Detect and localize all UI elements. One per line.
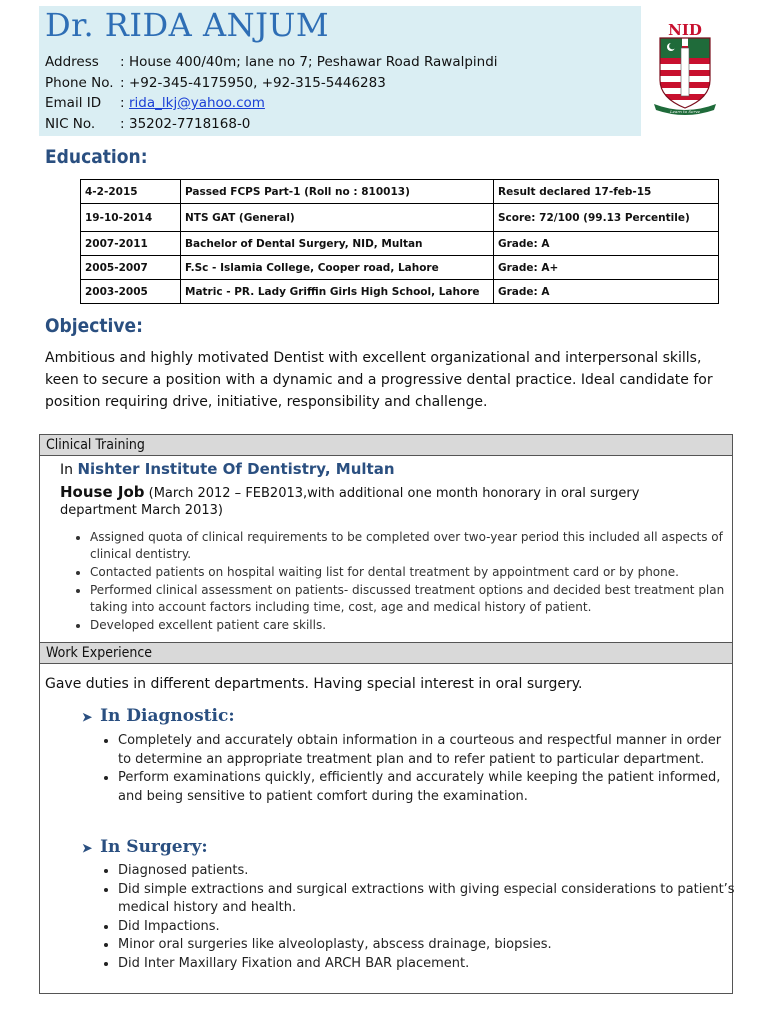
diagnostic-title: In Diagnostic:: [100, 706, 235, 726]
list-item: • Did simple extractions and surgical extractions with giving especial considerations to patient’s medical history and health.: [118, 881, 738, 918]
table-row: [81, 280, 719, 304]
institute-line: [60, 460, 395, 478]
edu-result: Score: 72/100 (99.13 Percentile): [494, 204, 719, 232]
table-row: [81, 204, 719, 232]
contact-email: [45, 93, 498, 114]
list-item: • Contacted patients on hospital waiting list for dental treatment by appointment card or by phone.: [90, 564, 750, 581]
surgery-bullets: [100, 862, 738, 973]
contact-sep: :: [120, 54, 125, 70]
contact-block: [45, 52, 498, 134]
list-item: • Completely and accurately obtain information in a courteous and respectful manner in order to determine an appropriate treatment plan and to refer patient to particular department.: [118, 732, 738, 769]
house-job-line: [60, 484, 720, 519]
nid-crest-logo: [648, 18, 722, 118]
contact-label: Email ID: [45, 95, 102, 111]
clinical-training-bar: Clinical Training: [40, 434, 732, 456]
surgery-heading: [82, 837, 208, 857]
edu-date: 2005-2007: [81, 256, 181, 280]
list-item: • Assigned quota of clinical requirements to be completed over two-year period this included all aspects of clinical dentistry.: [90, 529, 750, 563]
objective-text: Ambitious and highly motivated Dentist with excellent organizational and interpersonal skills, keen to secure a position with a dynamic and a progressive dental practice. Ideal candidate for position requiring drive, initiative, responsibility and challenge.: [45, 350, 713, 410]
edu-detail: NTS GAT (General): [181, 204, 494, 232]
contact-sep: :: [120, 74, 125, 91]
edu-detail: Bachelor of Dental Surgery, NID, Multan: [181, 232, 494, 256]
education-table: [80, 179, 719, 304]
list-item: • Developed excellent patient care skills.: [90, 617, 750, 634]
edu-detail: Passed FCPS Part-1 (Roll no : 810013): [181, 180, 494, 204]
institute-name: Nishter Institute Of Dentistry, Multan: [77, 460, 395, 478]
edu-detail: Matric - PR. Lady Griffin Girls High School, Lahore: [181, 280, 494, 304]
table-row: [81, 232, 719, 256]
contact-address: [45, 52, 498, 73]
list-item: • Did Impactions.: [118, 918, 738, 937]
edu-date: 2007-2011: [81, 232, 181, 256]
contact-sep: :: [120, 115, 125, 132]
list-item: • Diagnosed patients.: [118, 862, 738, 881]
contact-phone: [45, 73, 498, 94]
email-link[interactable]: rida_lkj@yahoo.com: [129, 95, 265, 111]
contact-label: Address: [45, 54, 99, 70]
contact-label: NIC No.: [45, 115, 96, 132]
logo-text: NID: [668, 21, 702, 39]
education-heading: Education:: [45, 146, 148, 168]
list-item: • Did Inter Maxillary Fixation and ARCH BAR placement.: [118, 955, 738, 974]
house-job-detail: (March 2012 – FEB2013,with additional one month honorary in oral surgery department March 2013): [60, 486, 640, 518]
contact-nic: [45, 114, 498, 135]
clinical-bullets: [60, 529, 750, 635]
edu-detail: F.Sc - Islamia College, Cooper road, Lahore: [181, 256, 494, 280]
list-item: • Performed clinical assessment on patients- discussed treatment options and decided best treatment plan taking into account factors including time, cost, age and medical history of patient.: [90, 582, 750, 616]
edu-date: 4-2-2015: [81, 180, 181, 204]
list-item: • Minor oral surgeries like alveoloplasty, abscess drainage, biopsies.: [118, 936, 738, 955]
objective-heading: Objective:: [45, 315, 143, 337]
work-intro: Gave duties in different departments. Having special interest in oral surgery.: [45, 676, 583, 692]
edu-result: Grade: A: [494, 280, 719, 304]
list-item: • Perform examinations quickly, efficiently and accurately while keeping the patient informed, and being sensitive to patient comfort during the examination.: [118, 769, 738, 806]
edu-date: 2003-2005: [81, 280, 181, 304]
contact-sep: :: [120, 95, 125, 111]
table-row: [81, 256, 719, 280]
contact-label: Phone No.: [45, 74, 114, 91]
contact-value: House 400/40m; lane no 7; Peshawar Road Rawalpindi: [129, 54, 498, 70]
edu-date: 19-10-2014: [81, 204, 181, 232]
contact-value: 35202-7718168-0: [129, 115, 251, 132]
logo-motto: Learn to Serve: [669, 109, 701, 114]
edu-result: Result declared 17-feb-15: [494, 180, 719, 204]
surgery-title: In Surgery:: [100, 837, 208, 857]
diagnostic-heading: [82, 706, 235, 726]
work-experience-bar: Work Experience: [40, 642, 732, 664]
arrow-bullet-icon: ➤: [82, 841, 93, 855]
candidate-name: Dr. RIDA ANJUM: [45, 6, 330, 44]
arrow-bullet-icon: ➤: [82, 710, 93, 724]
edu-result: Grade: A: [494, 232, 719, 256]
contact-value: +92-345-4175950, +92-315-5446283: [129, 74, 386, 91]
institute-prefix: In: [60, 462, 74, 478]
table-row: [81, 180, 719, 204]
house-job-title: House Job: [60, 483, 145, 501]
edu-result: Grade: A+: [494, 256, 719, 280]
diagnostic-bullets: [100, 732, 738, 806]
